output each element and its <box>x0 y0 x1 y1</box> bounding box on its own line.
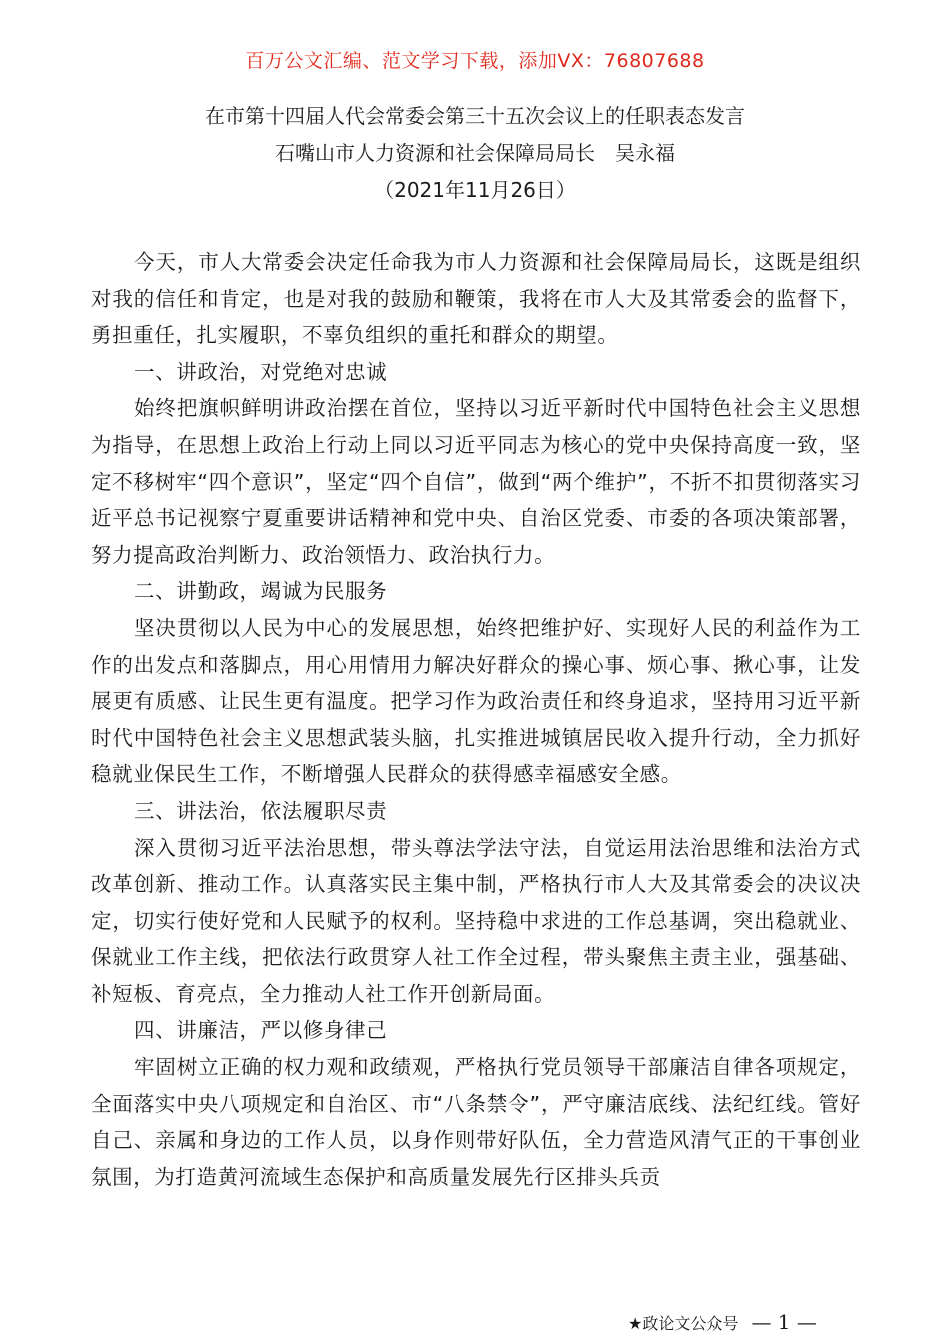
section-heading-3: 三、讲法治，依法履职尽责 <box>134 798 388 823</box>
section-paragraph-1: 始终把旗帜鲜明讲政治摆在首位，坚持以习近平新时代中国特色社会主义思想为指导，在思想上政治上行动上同以习近平同志为核心的党中央保持高度一致，坚定不移树牢“四个意识”，坚定“四个自信”，做到“两个维护”，不折不扣贯彻落实习近平总书记视察宁夏重要讲话精神和党中央、自治区党委、市委的各项决策部署，努力提高政治判断力、政治领悟力、政治执行力。 <box>91 396 861 567</box>
footer-source: ★政论文公众号 <box>628 1314 739 1333</box>
section-heading-4: 四、讲廉洁，严以修身律己 <box>134 1018 388 1043</box>
section-heading-1: 一、讲政治，对党绝对忠诚 <box>134 359 388 384</box>
section-paragraph-3: 深入贯彻习近平法治思想，带头尊法学法守法，自觉运用法治思维和法治方式改革创新、推动工作。认真落实民主集中制，严格执行市人大及其常委会的决议决定，切实行使好党和人民赋予的权利。坚持稳中求进的工作总基调，突出稳就业、保就业工作主线，把依法行政贯穿人社工作全过程，带头聚焦主责主业，强基础、补短板、育亮点，全力推动人社工作开创新局面。 <box>91 835 861 1006</box>
section-heading-2: 二、讲勤政，竭诚为民服务 <box>134 579 388 604</box>
section-paragraph-4: 牢固树立正确的权力观和政绩观，严格执行党员领导干部廉洁自律各项规定，全面落实中央八项规定和自治区、市“八条禁令”，严守廉洁底线、法纪红线。管好自己、亲属和身边的工作人员，以身作则带好队伍，全力营造风清气正的干事创业氛围，为打造黄河流域生态保护和高质量发展先行区排头兵贡 <box>91 1055 861 1189</box>
download-banner: 百万公文汇编、范文学习下载，添加VX：76807688 <box>245 50 705 72</box>
document-title: 在市第十四届人代会常委会第三十五次会议上的任职表态发言 <box>205 104 745 128</box>
section-paragraph-2: 坚决贯彻以人民为中心的发展思想，始终把维护好、实现好人民的利益作为工作的出发点和落脚点，用心用情用力解决好群众的操心事、烦心事、揪心事，让发展更有质感、让民生更有温度。把学习作为政治责任和终身追求，坚持用习近平新时代中国特色社会主义思想武装头脑，扎实推进城镇居民收入提升行动，全力抓好稳就业保民生工作，不断增强人民群众的获得感幸福感安全感。 <box>91 615 861 787</box>
page-number: — 1 — <box>751 1310 817 1334</box>
document-author: 石嘴山市人力资源和社会保障局局长 吴永福 <box>275 141 675 165</box>
intro-paragraph: 今天，市人大常委会决定任命我为市人力资源和社会保障局局长，这既是组织对我的信任和肯定，也是对我的鼓励和鞭策，我将在市人大及其常委会的监督下，勇担重任，扎实履职，不辜负组织的重托和群众的期望。 <box>91 250 861 348</box>
page-footer <box>628 1310 817 1334</box>
document-date: （2021年11月26日） <box>374 178 576 202</box>
document-title-block <box>0 98 950 209</box>
document-body <box>91 244 861 1195</box>
